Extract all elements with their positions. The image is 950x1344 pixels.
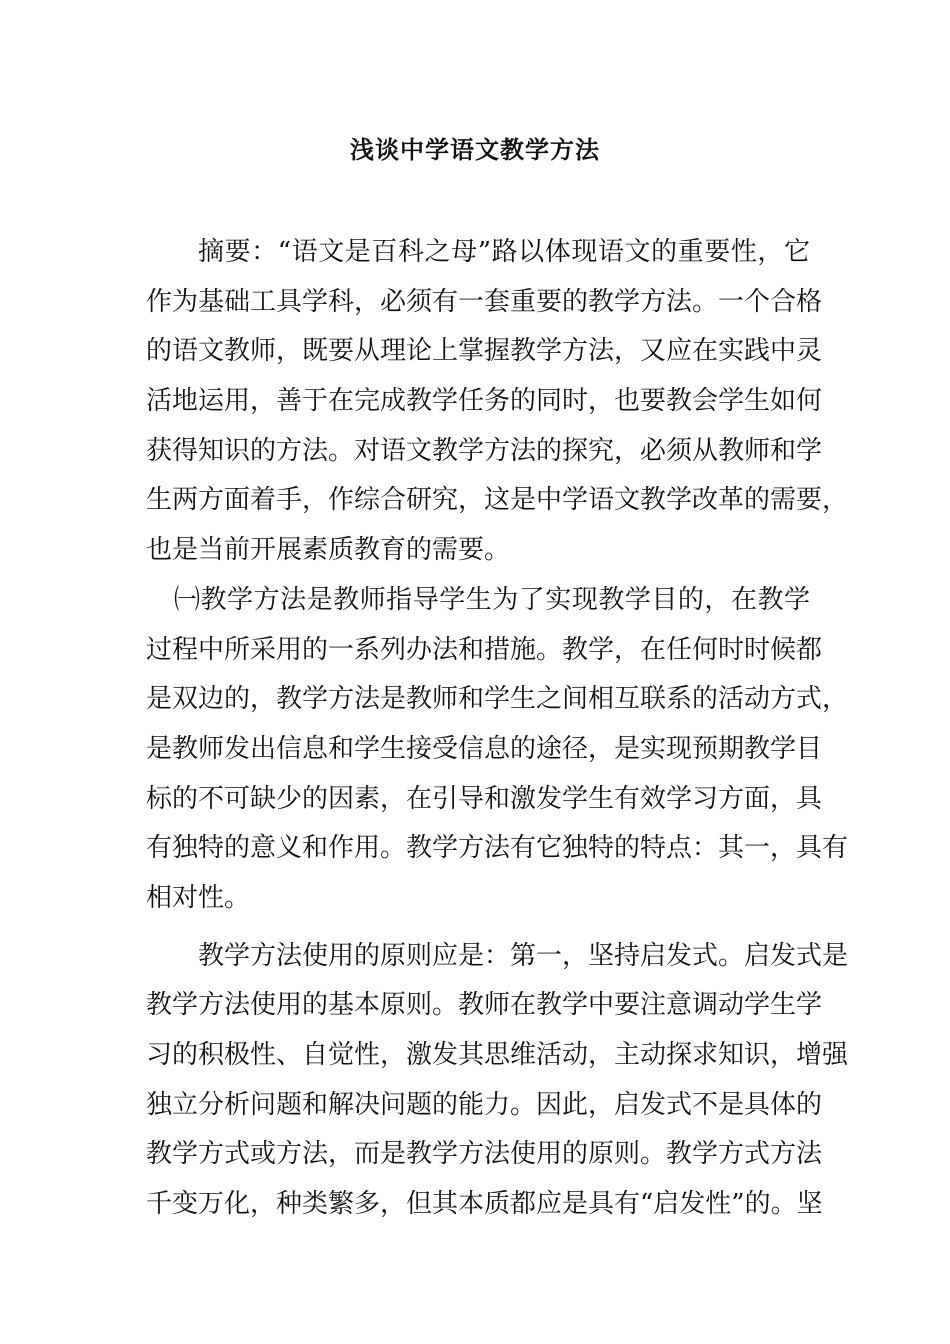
paragraph-abstract: [146, 228, 849, 576]
text-line: 教学方法使用的原则应是：第一，坚持启发式。启发式是: [198, 940, 849, 971]
text-line: 有独特的意义和作用。教学方法有它独特的特点：其一，具有: [146, 833, 849, 864]
paragraph-section-1: [146, 576, 849, 924]
text-line: 相对性。: [146, 882, 251, 913]
paragraph-spacer: [146, 924, 810, 932]
text-line: 获得知识的方法。对语文教学方法的探究，必须从教师和学: [146, 435, 823, 466]
text-line: 是教师发出信息和学生接受信息的途径，是实现预期教学目: [146, 733, 823, 764]
text-line: 活地运用，善于在完成教学任务的同时，也要教会学生如何: [146, 386, 823, 417]
text-line: 习的积极性、自觉性，激发其思维活动，主动探求知识，增强: [146, 1040, 849, 1070]
text-line: 作为基础工具学科，必须有一套重要的教学方法。一个合格: [146, 286, 823, 317]
text-line: 千变万化，种类繁多，但其本质都应是具有“启发性”的。坚: [146, 1189, 823, 1220]
text-line: 教学方法使用的基本原则。教师在教学中要注意调动学生学: [146, 990, 823, 1021]
paragraph-principles: [146, 932, 849, 1230]
text-line: 摘要：“语文是百科之母”路以体现语文的重要性，它: [198, 237, 810, 267]
text-line: 过程中所采用的一系列办法和措施。教学，在任何时时候都: [146, 634, 823, 665]
text-line: 是双边的，教学方法是教师和学生之间相互联系的活动方式，: [146, 684, 849, 715]
text-line: 生两方面着手，作综合研究，这是中学语文教学改革的需要，: [146, 485, 849, 516]
document-body: [146, 228, 849, 1230]
text-line: 标的不可缺少的因素，在引导和激发学生有效学习方面，具: [146, 783, 823, 814]
document-title: 浅谈中学语文教学方法: [350, 136, 600, 164]
text-line: 也是当前开展素质教育的需要。: [146, 535, 511, 566]
text-line: 独立分析问题和解决问题的能力。因此，启发式不是具体的: [146, 1089, 823, 1120]
text-line: 的语文教师，既要从理论上掌握教学方法，又应在实践中灵: [146, 336, 823, 367]
text-line: ㈠教学方法是教师指导学生为了实现教学目的，在教学: [174, 584, 810, 615]
text-line: 教学方式或方法，而是教学方法使用的原则。教学方式方法: [146, 1139, 823, 1170]
